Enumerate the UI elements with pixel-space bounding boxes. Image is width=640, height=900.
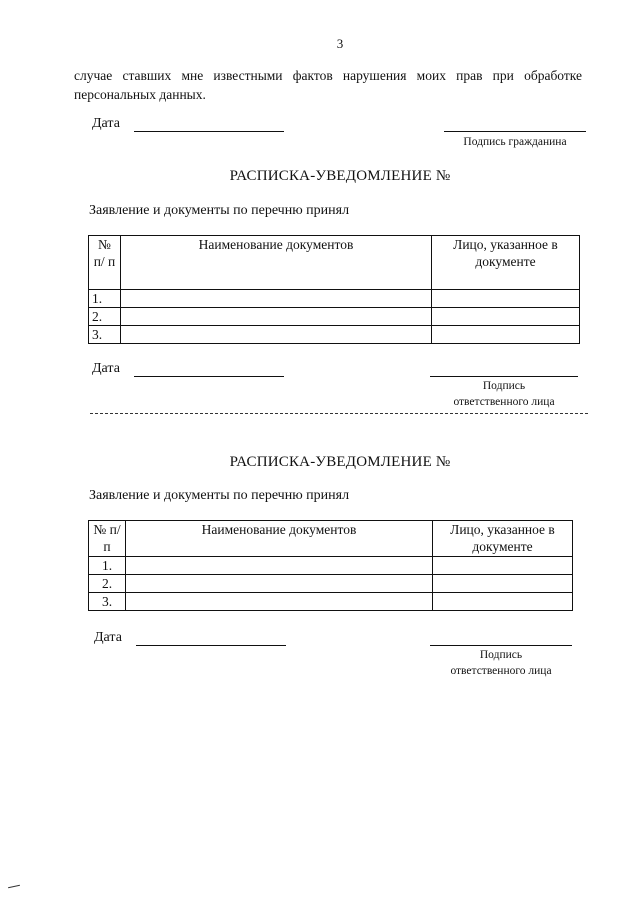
table-cell: [126, 593, 433, 611]
date-label: Дата: [94, 630, 122, 645]
table-header-row: [89, 236, 580, 290]
signature-caption-line: Подпись: [482, 380, 526, 392]
date-label: Дата: [92, 116, 120, 131]
page-number: 3: [336, 36, 344, 51]
row-number: 3.: [89, 326, 121, 344]
table-row: [89, 290, 580, 308]
row-number: 2.: [89, 575, 126, 593]
table-cell: [121, 326, 432, 344]
signature-caption-line: ответственного лица: [453, 396, 555, 408]
table-row: [89, 557, 573, 575]
date-label: Дата: [92, 361, 120, 376]
accepted-text: Заявление и документы по перечню принял: [89, 488, 350, 503]
col-number-header: № п/ п: [89, 236, 121, 290]
date-line: [134, 131, 284, 132]
table-cell: [432, 326, 580, 344]
col-name-header: Наименование документов: [126, 521, 433, 557]
signature-caption: [430, 647, 572, 679]
cut-line: [90, 413, 588, 414]
table-cell: [126, 557, 433, 575]
receipt-title: РАСПИСКА-УВЕДОМЛЕНИЕ №: [229, 168, 451, 184]
table-header-row: [89, 521, 573, 557]
table-row: [89, 575, 573, 593]
documents-table: [88, 520, 573, 611]
accepted-text: Заявление и документы по перечню принял: [89, 203, 350, 218]
table-row: [89, 593, 573, 611]
table-cell: [433, 593, 573, 611]
table-cell: [126, 575, 433, 593]
signature-line: [430, 645, 572, 646]
table-cell: [432, 308, 580, 326]
signature-caption-line: ответственного лица: [450, 665, 552, 677]
scan-mark: [8, 885, 20, 888]
table-cell: [433, 575, 573, 593]
signature-line: [430, 376, 578, 377]
col-number-header: № п/п: [89, 521, 126, 557]
col-person-header: Лицо, указанное в документе: [432, 236, 580, 290]
table-cell: [432, 290, 580, 308]
table-row: [89, 308, 580, 326]
col-name-header: Наименование документов: [121, 236, 432, 290]
row-number: 1.: [89, 557, 126, 575]
receipt-title: РАСПИСКА-УВЕДОМЛЕНИЕ №: [229, 454, 451, 470]
signature-caption-line: Подпись: [479, 649, 523, 661]
table-cell: [433, 557, 573, 575]
date-line: [136, 645, 286, 646]
signature-caption: Подпись гражданина: [463, 136, 567, 148]
signature-caption: [430, 378, 578, 410]
signature-line: [444, 131, 586, 132]
col-person-header: Лицо, указанное в документе: [433, 521, 573, 557]
table-cell: [121, 290, 432, 308]
table-row: [89, 326, 580, 344]
row-number: 3.: [89, 593, 126, 611]
documents-table: [88, 235, 580, 344]
row-number: 2.: [89, 308, 121, 326]
row-number: 1.: [89, 290, 121, 308]
date-line: [134, 376, 284, 377]
intro-paragraph: случае ставших мне известными фактов нарушения моих прав при обработке персональных данных.: [74, 68, 582, 102]
table-cell: [121, 308, 432, 326]
